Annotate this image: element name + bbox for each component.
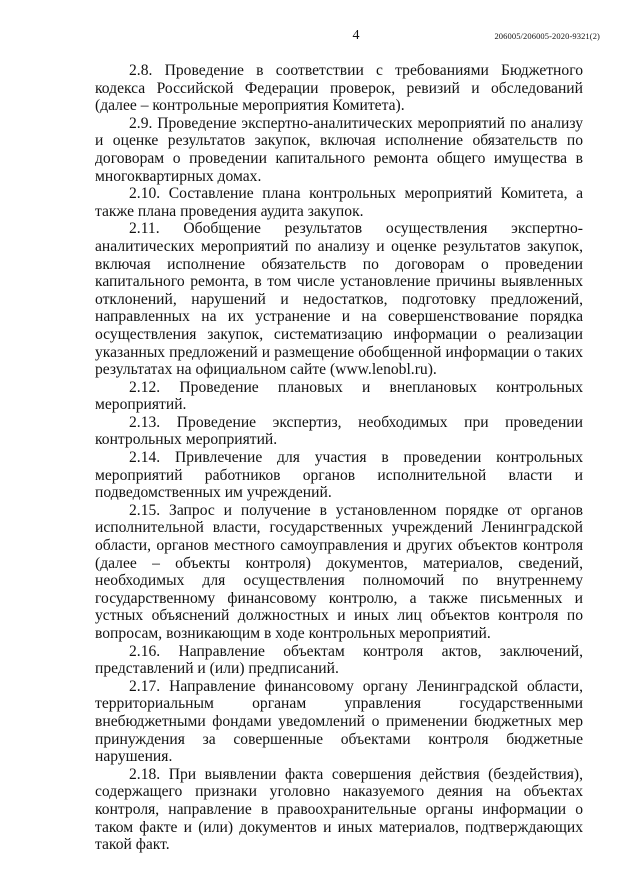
document-body <box>95 62 583 854</box>
paragraph-2-17: 2.17. Направление финансовому органу Ленинградской области, территориальным органам управления государственными внебюджетными фондами уведомлений о применении бюджетных мер принуждения за совершенные объектами контроля бюджетные нарушения. <box>95 677 583 766</box>
paragraph-2-13: 2.13. Проведение экспертиз, необходимых при проведении контрольных мероприятий. <box>95 413 583 449</box>
paragraph-2-15: 2.15. Запрос и получение в установленном порядке от органов исполнительной власти, государственных учреждений Ленинградской области, органов местного самоуправления и других объектов контроля (далее – объекты контроля) документов, материалов, сведений, необходимых для осуществления полномочий по внутреннему государственному финансовому контролю, а также письменных и устных объяснений должностных и иных лиц объектов контроля по вопросам, возникающим в ходе контрольных мероприятий. <box>95 501 583 642</box>
page-number: 4 <box>352 28 360 43</box>
paragraph-2-12: 2.12. Проведение плановых и внеплановых контрольных мероприятий. <box>95 378 583 414</box>
paragraph-2-16: 2.16. Направление объектам контроля актов, заключений, представлений и (или) предписаний. <box>95 642 583 678</box>
paragraph-2-11: 2.11. Обобщение результатов осуществления экспертно-аналитических мероприятий по анализу и оценке результатов закупок, включая исполнение обязательств по договорам о проведении капитального ремонта, в том числе установление причины выявленных отклонений, нарушений и недостатков, подготовку предложений, направленных на их устранение и на совершенствование порядка осуществления закупок, систематизацию информации о реализации указанных предложений и размещение обобщенной информации о таких результатах на официальном сайте (www.lenobl.ru). <box>95 220 583 379</box>
paragraph-2-10: 2.10. Составление плана контрольных мероприятий Комитета, а также плана проведения аудита закупок. <box>95 185 583 220</box>
paragraph-2-9: 2.9. Проведение экспертно-аналитических мероприятий по анализу и оценке результатов закупок, включая исполнение обязательств по договорам о проведении капитального ремонта общего имущества в многоквартирных домах. <box>95 114 583 185</box>
paragraph-2-8: 2.8. Проведение в соответствии с требованиями Бюджетного кодекса Российской Федерации проверок, ревизий и обследований (далее – контрольные мероприятия Комитета). <box>95 62 583 115</box>
paragraph-2-14: 2.14. Привлечение для участия в проведении контрольных мероприятий работников органов исполнительной власти и подведомственных им учреждений. <box>95 449 583 502</box>
paragraph-2-18: 2.18. При выявлении факта совершения действия (бездействия), содержащего признаки уголовно наказуемого деяния на объектах контроля, направление в правоохранительные органы информации о таком факте и (или) документов и иных материалов, подтверждающих такой факт. <box>95 765 583 854</box>
document-number: 206005/206005-2020-9321(2) <box>494 31 600 41</box>
